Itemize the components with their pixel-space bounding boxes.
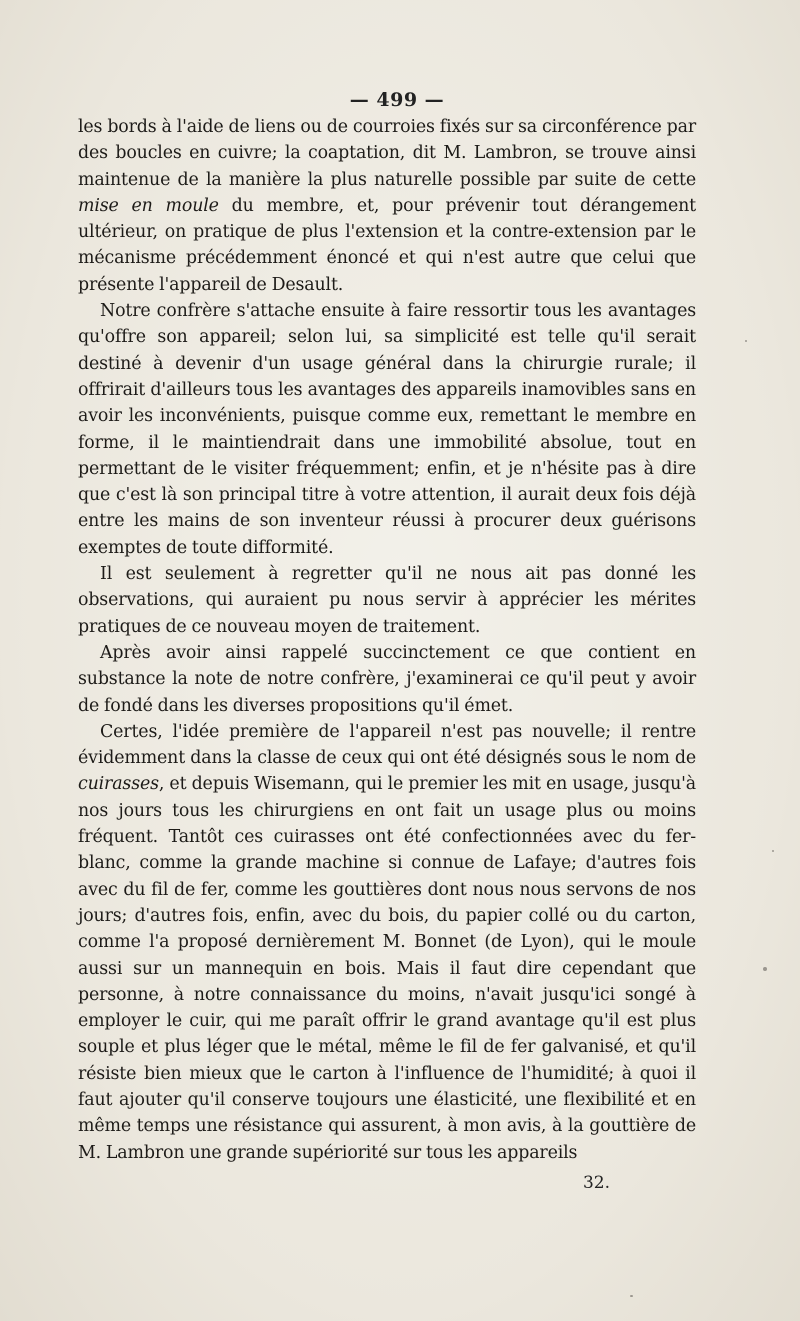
paragraph-3: Il est seulement à regretter qu'il ne nous ait pas donné les observations, qui auraient pu nous servir à apprécier les mérites pratiques de ce nouveau moyen de traitement. [78, 564, 696, 637]
paragraph-1-text-a: les bords à l'aide de liens ou de courroies fixés sur sa circonférence par des boucles en cuivre; la coaptation, dit M. Lambron, se trouve ainsi maintenue de la manière la plus naturelle possible par suite de cette [78, 117, 696, 190]
paragraph-1-italic: mise en moule [78, 195, 219, 216]
paragraph-1 [78, 114, 696, 298]
book-page [78, 86, 696, 1196]
page-number: — 499 — [349, 89, 445, 111]
paper-speck [745, 340, 747, 342]
paragraph-5 [78, 719, 696, 1166]
paragraph-5-text-a: Certes, l'idée première de l'appareil n'est pas nouvelle; il rentre évidemment dans la classe de ceux qui ont été désignés sous le nom de [78, 721, 696, 769]
paragraph-2: Notre confrère s'attache ensuite à faire ressortir tous les avantages qu'offre son appareil; selon lui, sa simplicité est telle qu'il serait destiné à devenir d'un usage général dans la chirurgie rurale; il offrirait d'ailleurs tous les avantages des appareils inamovibles sans en avoir les inconvénients, puisque comme eux, remettant le membre en forme, il le maintiendrait dans une immobilité absolue, tout en permettant de le visiter fréquemment; enfin, et je n'hésite pas à dire que c'est là son principal titre à votre attention, il aurait deux fois déjà entre les mains de son inventeur réussi à procurer deux guérisons exemptes de toute difformité. [78, 301, 696, 558]
paper-speck [763, 967, 767, 971]
paragraph-5-text-b: , et depuis Wisemann, qui le premier les mit en usage, jusqu'à nos jours tous les chirurgiens en ont fait un usage plus ou moins fréquent. Tantôt ces cuirasses ont été confectionnées avec du fer-blanc, comme la grande machine si connue de Lafaye; d'autres fois avec du fil de fer, comme les gouttières dont nous nous servons de nos jours; d'autres fois, enfin, avec du bois, du papier collé ou du carton, comme l'a proposé dernièrement M. Bonnet (de Lyon), qui le moule aussi sur un mannequin en bois. Mais il faut dire cependant que personne, à notre connaissance du moins, n'avait jusqu'ici songé à employer le cuir, qui me paraît offrir le grand avantage qu'il est plus souple et plus léger que le métal, même le fil de fer galvanisé, et qu'il résiste bien mieux que le carton à l'influence de l'humidité; à quoi il faut ajouter qu'il conserve toujours une élasticité, une flexibilité et en même temps une résistance qui assurent, à mon avis, à la gouttière de M. Lambron une grande supériorité sur tous les appareils [78, 774, 696, 1163]
paragraph-1-text-b: du membre, et, pour prévenir tout dérangement ultérieur, on pratique de plus l'extension et la contre-extension par le mécanisme précédemment énoncé et qui n'est autre que celui que présente l'appareil de Desault. [78, 195, 696, 295]
paragraph-5-italic: cuirasses [78, 774, 159, 795]
paper-speck [772, 850, 774, 852]
paragraph-4: Après avoir ainsi rappelé succinctement ce que contient en substance la note de notre confrère, j'examinerai ce qu'il peut y avoir de fondé dans les diverses propositions qu'il émet. [78, 642, 696, 716]
paper-speck [630, 1295, 633, 1297]
signature-mark: 32. [582, 1172, 610, 1193]
